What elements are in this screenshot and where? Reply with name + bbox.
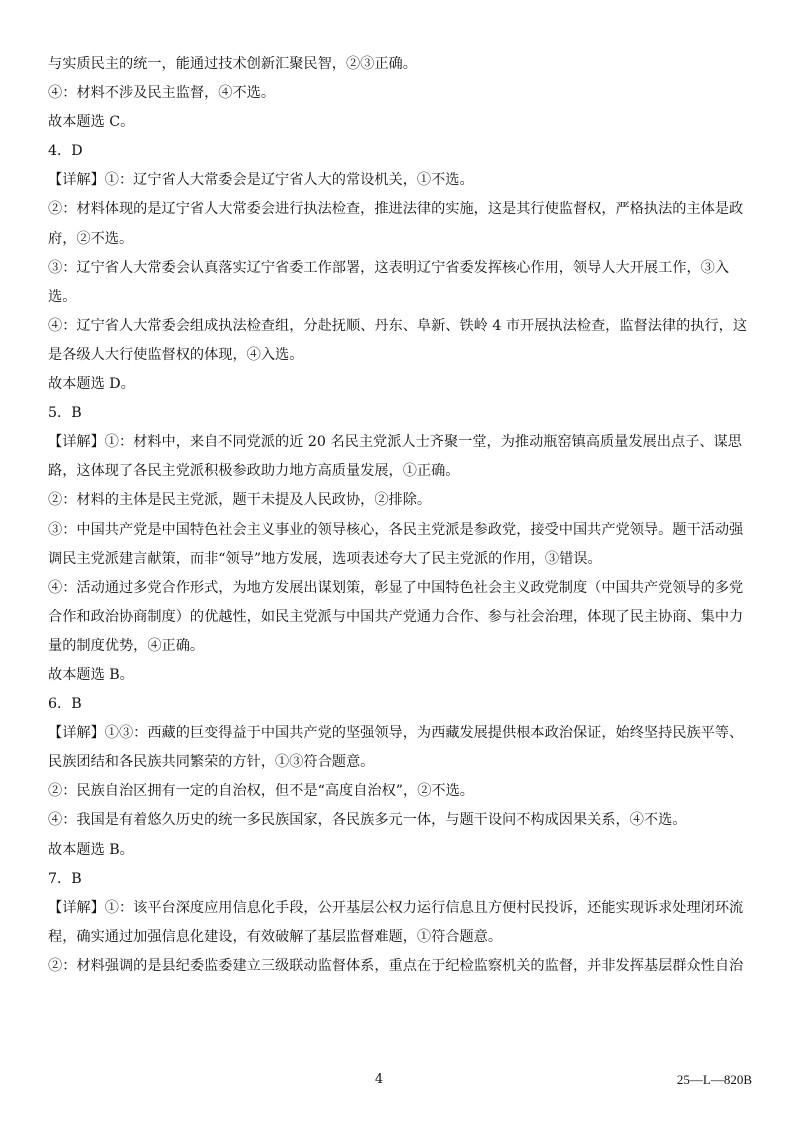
text-line: ②：材料的主体是民主党派，题干未提及人民政协，②排除。 (48, 492, 432, 509)
document-code: 25—L—820B (676, 1072, 752, 1087)
text-line: 【详解】①③：西藏的巨变得益于中国共产党的坚强领导，为西藏发展提供根本政治保证，始终坚持民族平等、民族团结和各民族共同繁荣的方针，①③符合题意。 (48, 725, 744, 771)
text-line: ④：辽宁省人大常委会组成执法检查组，分赴抚顺、丹东、阜新、铁岭 4 市开展执法检查，监督法律的执行，这是各级人大行使监督权的体现，④入选。 (48, 317, 748, 363)
text-line: 【详解】①：该平台深度应用信息化手段，公开基层公权力运行信息且方便村民投诉，还能实现诉求处理闭环流程，确实通过加强信息化建设，有效破解了基层监督难题，①符合题意。 (48, 899, 744, 945)
text-line: ②：民族自治区拥有一定的自治权，但不是“高度自治权”，②不选。 (48, 783, 474, 800)
text-line: 故本题选 B。 (48, 666, 134, 683)
question-number: 7．B (48, 870, 82, 887)
text-line: 故本题选 D。 (48, 376, 135, 393)
text-line: 故本题选 B。 (48, 841, 134, 858)
question-number: 4．D (48, 143, 83, 160)
text-line: 【详解】①：辽宁省人大常委会是辽宁省人大的常设机关，①不选。 (48, 172, 474, 189)
text-line: ②：材料强调的是县纪委监委建立三级联动监督体系，重点在于纪检监察机关的监督，并非发挥基层群众性自治 (48, 957, 744, 974)
text-line: 【详解】①：材料中，来自不同党派的近 20 名民主党派人士齐聚一堂，为推动瓶窑镇高质量发展出点子、谋思路，这体现了各民主党派积极参政助力地方高质量发展，①正确。 (48, 434, 742, 480)
text-line: ②：材料体现的是辽宁省人大常委会进行执法检查，推进法律的实施，这是其行使监督权，严格执法的主体是政府，②不选。 (48, 201, 744, 247)
text-line: ④：材料不涉及民主监督，④不选。 (48, 85, 276, 102)
text-line: 与实质民主的统一，能通过技术创新汇聚民智，②③正确。 (48, 56, 417, 72)
text-line: ③：辽宁省人大常委会认真落实辽宁省委工作部署，这表明辽宁省委发挥核心作用，领导人大开展工作，③入选。 (48, 259, 730, 305)
answer-explanation-body (48, 50, 748, 981)
text-line: 故本题选 C。 (48, 114, 135, 131)
question-number: 5．B (48, 405, 82, 422)
page-number: 4 (374, 1072, 384, 1087)
text-line: ④：活动通过多党合作形式，为地方发展出谋划策，彰显了中国特色社会主义政党制度（中国共产党领导的多党合作和政治协商制度）的优越性，如民主党派与中国共产党通力合作、参与社会治理，体现了民主协商、集中力量的制度优势，④正确。 (48, 579, 744, 654)
text-line: ③：中国共产党是中国特色社会主义事业的领导核心，各民主党派是参政党，接受中国共产党领导。题干活动强调民主党派建言献策，而非“领导”地方发展，选项表述夸大了民主党派的作用，③错误。 (48, 521, 744, 567)
question-number: 6．B (48, 696, 82, 713)
text-line: ④：我国是有着悠久历史的统一多民族国家，各民族多元一体，与题干设问不构成因果关系，④不选。 (48, 812, 687, 829)
